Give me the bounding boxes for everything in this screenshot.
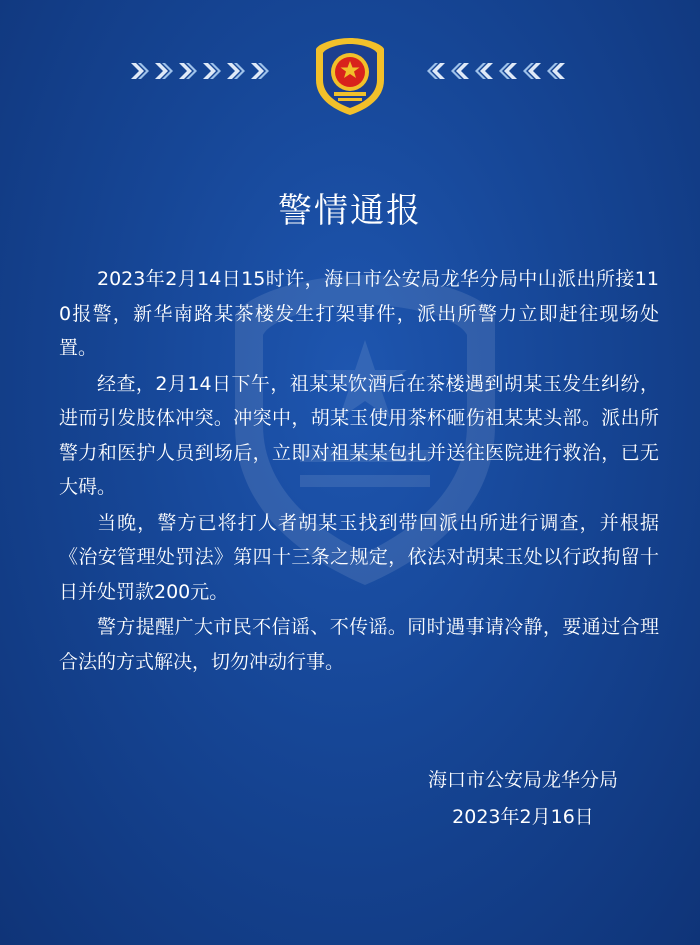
chevron-right-icon xyxy=(248,60,270,82)
chevron-right-icon xyxy=(176,60,198,82)
left-chevron-row xyxy=(128,60,270,82)
header-banner xyxy=(0,36,700,106)
right-chevron-row xyxy=(426,60,568,82)
chevron-left-icon xyxy=(450,60,472,82)
chevron-left-icon xyxy=(522,60,544,82)
chevron-right-icon xyxy=(128,60,150,82)
report-paragraph: 警方提醒广大市民不信谣、不传谣。同时遇事请冷静，要通过合理合法的方式解决，切勿冲动行事。 xyxy=(59,616,659,673)
report-body xyxy=(59,262,659,680)
report-paragraph: 当晚，警方已将打人者胡某玉找到带回派出所进行调查，并根据《治安管理处罚法》第四十三条之规定，依法对胡某玉处以行政拘留十日并处罚款200元。 xyxy=(59,511,659,603)
chevron-left-icon xyxy=(498,60,520,82)
chevron-right-icon xyxy=(200,60,222,82)
report-paragraph: 2023年2月14日15时许，海口市公安局龙华分局中山派出所接110报警，新华南路某茶楼发生打架事件，派出所警力立即赶往现场处置。 xyxy=(59,268,659,359)
report-paragraph: 经查，2月14日下午，祖某某饮酒后在茶楼遇到胡某玉发生纠纷，进而引发肢体冲突。冲突中，胡某玉使用茶杯砸伤祖某某头部。派出所警力和医护人员到场后，立即对祖某某包扎并送往医院进行救治，已无大碍。 xyxy=(59,372,659,498)
chevron-left-icon xyxy=(546,60,568,82)
page-title: 警情通报 xyxy=(278,190,422,231)
chevron-left-icon xyxy=(474,60,496,82)
signature-date: 2023年2月16日 xyxy=(452,806,594,828)
police-emblem-icon xyxy=(310,36,390,116)
signature-block xyxy=(428,762,618,836)
chevron-left-icon xyxy=(426,60,448,82)
chevron-right-icon xyxy=(224,60,246,82)
chevron-right-icon xyxy=(152,60,174,82)
signature-org: 海口市公安局龙华分局 xyxy=(427,769,618,791)
